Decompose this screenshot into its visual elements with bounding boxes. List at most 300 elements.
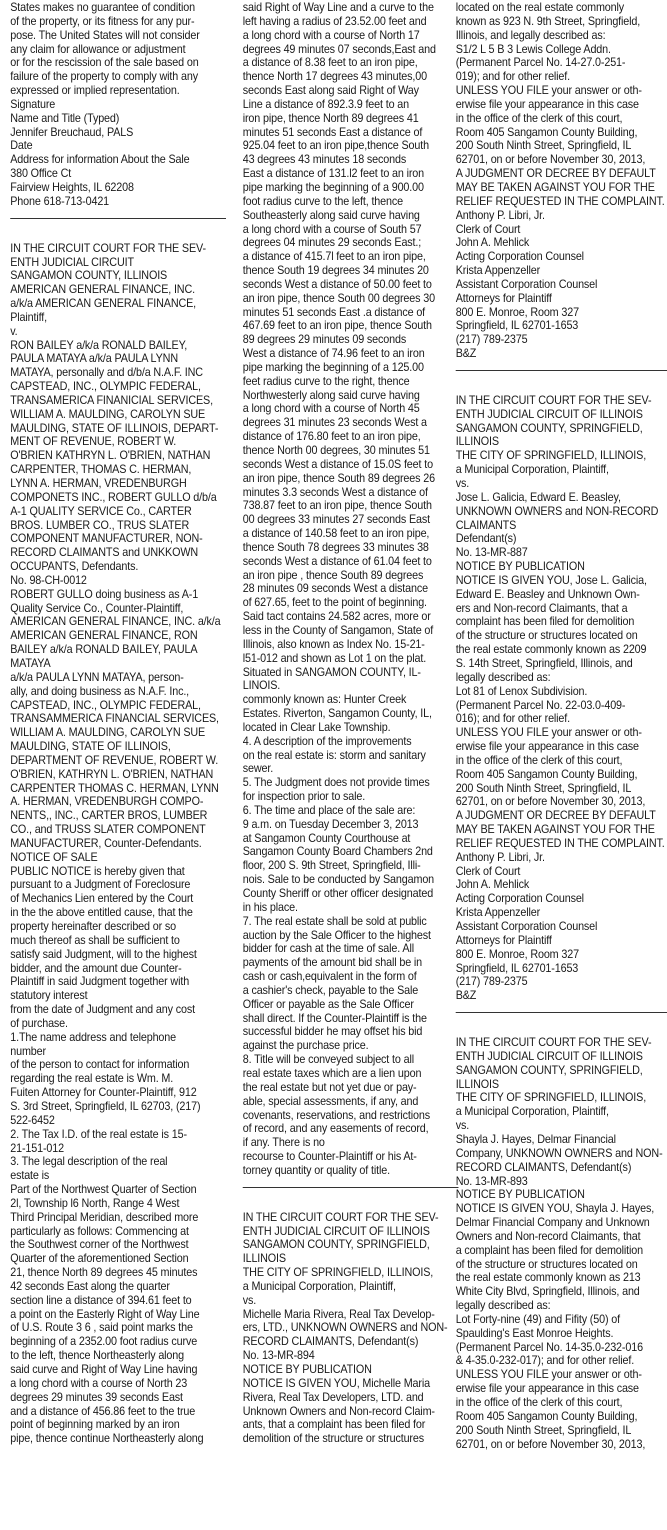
text-line: Said tact contains 24.582 acres, more or [242, 610, 431, 624]
text-line: 380 Office Ct [10, 167, 72, 181]
text-line: IN THE CIRCUIT COURT FOR THE SEV- [455, 1036, 652, 1050]
text-line: Company, UNKNOWN OWNERS and NON- [455, 1146, 663, 1160]
text-line: Krista Appenzeller [455, 906, 541, 920]
text-line: 62701, on or before November 30, 2013, [455, 795, 646, 809]
text-line: MATAYA [10, 656, 51, 670]
text-line: the real estate but not yet due or pay- [242, 1080, 417, 1094]
text-line: O'BRIEN KATHRYN L. O'BRIEN, NATHAN [10, 449, 211, 463]
text-line: failure of the property to comply with any [10, 70, 198, 84]
text-line: a long chord with a course of North 23 [10, 1376, 188, 1390]
text-line: legally described as: [455, 670, 551, 684]
text-line: Attorneys for Plaintiff [455, 933, 552, 947]
text-line: CAPSTEAD, INC., OLYMPIC FEDERAL, [10, 380, 201, 394]
text-line: less in the County of Sangamon, State of [242, 623, 434, 637]
text-line: minutes 3.3 seconds West a distance of [242, 485, 428, 499]
text-line: Illinois, and legally described as: [455, 28, 606, 42]
text-line: S. 14th Street, Springfield, Illinois, and [455, 656, 633, 670]
text-line: Southeasterly along said curve having [242, 208, 420, 222]
text-line: thence North 00 degrees, 30 minutes 51 [242, 444, 430, 457]
text-line: the Southwest corner of the Northwest [10, 1238, 189, 1252]
notice-divider [243, 1187, 459, 1188]
text-line: OCCUPANTS, Defendants. [10, 560, 139, 574]
text-line: Room 405 Sangamon County Building, [455, 125, 638, 139]
text-line: covenants, reservations, and restrictions [242, 1108, 430, 1122]
text-line: payments of the amount bid shall be in [242, 956, 423, 970]
text-line: successful bidder he may offset his bid [242, 1025, 423, 1039]
text-line: erwise file your appearance in this case [455, 97, 639, 111]
text-line: bidder, and the amount due Counter- [10, 961, 182, 975]
text-line: satisfy said Judgment, will to the highest [10, 947, 197, 961]
text-line: Clerk of Court [455, 864, 521, 878]
text-line: 6. The time and place of the sale are: [242, 803, 416, 817]
text-line: Fairview Heights, IL 62208 [10, 180, 134, 194]
text-line: John A. Mehlick [455, 878, 530, 892]
text-line: Clerk of Court [455, 222, 521, 236]
text-line: a complaint has been filed for demolition [455, 1243, 643, 1257]
text-line: ENTH JUDICIAL CIRCUIT [10, 255, 134, 269]
text-line: A. HERMAN, VREDENBURGH COMPO- [10, 795, 204, 809]
text-line: floor, 200 S. 9th Street, Springfield, Illi- [242, 859, 421, 873]
text-line: a Municipal Corporation, Plaintiff, [455, 1105, 609, 1119]
text-line: MATAYA, personally and d/b/a N.A.F. INC [10, 366, 203, 380]
text-line: 2. The Tax I.D. of the real estate is 15- [10, 1127, 187, 1141]
text-line: RECORD CLAIMANTS and UNKKOWN [10, 546, 199, 560]
text-line: particularly as follows: Commencing at [10, 1224, 189, 1238]
text-line: for inspection prior to sale. [242, 790, 366, 804]
text-line: known as 923 N. 9th Street, Springfield, [455, 14, 641, 28]
text-line: Krista Appenzeller [455, 264, 541, 278]
text-line: County Sheriff or other officer designated [242, 887, 434, 900]
text-line: located in Clear Lake Township. [242, 720, 391, 734]
text-line: feet radius curve to the right, thence [242, 374, 410, 388]
text-line: NOTICE IS GIVEN YOU, Michelle Maria [242, 1376, 430, 1390]
text-line: UNLESS YOU FILE your answer or oth- [455, 84, 642, 98]
text-line: ILLINOIS [242, 1252, 286, 1266]
text-line: seconds West a distance of 50.00 feet to [242, 277, 432, 291]
text-line: NOTICE BY PUBLICATION [242, 1363, 372, 1376]
text-line: ally, and doing business as N.A.F. Inc., [10, 684, 190, 698]
text-line: 925.04 feet to an iron pipe,thence South [242, 139, 429, 153]
text-line: Fuiten Attorney for Counter-Plaintiff, 912 [10, 1086, 197, 1100]
text-line: degrees 29 minutes 39 seconds East [10, 1390, 183, 1404]
text-line: minutes 51 seconds East .a distance of [242, 305, 426, 319]
text-line: CARPENTER THOMAS C. HERMAN, LYNN [10, 781, 219, 795]
text-line: ENTH JUDICIAL CIRCUIT OF ILLINOIS [242, 1224, 430, 1238]
text-line: and a distance of 456.86 feet to the true [10, 1404, 196, 1418]
text-line: UNKNOWN OWNERS and NON-RECORD [455, 504, 659, 518]
text-line: Edward E. Beasley and Unknown Own- [455, 587, 640, 601]
text-line: in the office of the clerk of this court, [455, 111, 623, 125]
text-line: 800 E. Monroe, Room 327 [455, 947, 579, 961]
text-line: CLAIMANTS [455, 518, 517, 532]
notice-divider [456, 370, 667, 371]
text-line: thence North 17 degrees 43 minutes,00 [242, 70, 427, 84]
text-line: of Mechanics Lien entered by the Court [10, 892, 194, 906]
text-line: regarding the real estate is Wm. M. [10, 1072, 174, 1086]
text-line: ants, that a complaint has been filed for [242, 1418, 426, 1432]
text-line: distance of 176.80 feet to an iron pipe, [242, 430, 421, 444]
text-line: section line a distance of 394.61 feet to [10, 1293, 192, 1307]
text-line: NENTS,, INC., CARTER BROS, LUMBER [10, 809, 208, 823]
text-line: vs. [242, 1293, 257, 1307]
text-line: CARPENTER, THOMAS C. HERMAN, [10, 463, 192, 477]
text-line: SANGAMON COUNTY, SPRINGFIELD, [455, 421, 643, 435]
text-line: Address for information About the Sale [10, 153, 190, 167]
text-line: Jose L. Galicia, Edward E. Beasley, [455, 490, 621, 504]
text-line: ers and Non-record Claimants, that a [455, 601, 628, 615]
text-line: a long chord with a course of South 57 [242, 222, 422, 236]
notice-divider [456, 1012, 667, 1013]
text-line: Defendant(s) [455, 532, 517, 546]
text-line: 016); and for other relief. [455, 712, 571, 726]
text-line: CO., and TRUSS SLATER COMPONENT [10, 823, 206, 837]
text-line: a Municipal Corporation, Plaintiff, [242, 1279, 396, 1293]
text-line: AMERICAN GENERAL FINANCE, RON [10, 629, 198, 643]
text-line: Quality Service Co., Counter-Plaintiff, [10, 601, 184, 615]
text-line: on the real estate is: storm and sanitary [242, 748, 426, 762]
text-line: Room 405 Sangamon County Building, [455, 1409, 638, 1423]
text-line: RON BAILEY a/k/a RONALD BAILEY, [10, 338, 188, 352]
text-line: UNLESS YOU FILE your answer or oth- [455, 1368, 642, 1382]
text-line: in the office of the clerk of this court, [455, 753, 623, 767]
text-line: Signature [10, 97, 56, 111]
text-line: any claim for allowance or adjustment [10, 42, 186, 56]
text-line: WILLIAM A. MAULDING, CAROLYN SUE [10, 726, 206, 740]
text-line: torney quantity or quality of title. [242, 1163, 390, 1177]
text-line: 62701, on or before November 30, 2013, [455, 153, 646, 167]
text-line: Line a distance of 892.3.9 feet to an [242, 97, 410, 111]
text-line: a/k/a PAULA LYNN MATAYA, person- [10, 670, 184, 684]
text-line: CAPSTEAD, INC., OLYMPIC FEDERAL, [10, 698, 201, 712]
text-line: NOTICE BY PUBLICATION [455, 560, 585, 574]
text-line: of the structure or structures located on [455, 629, 638, 643]
text-line: B&Z [455, 989, 477, 1003]
text-line: 800 E. Monroe, Room 327 [455, 305, 579, 319]
notice-foreclosure-american-general-finance [10, 242, 226, 1446]
text-line: nois. Sale to be conducted by Sangamon [242, 873, 435, 887]
text-line: MAULDING, STATE OF ILLINOIS, DEPART- [10, 421, 219, 435]
text-line: BROS. LUMBER CO., TRUS SLATER [10, 518, 190, 532]
text-line: in his place. [242, 900, 298, 914]
text-line: 00 degrees 33 minutes 27 seconds East [242, 513, 430, 527]
text-line: located on the real estate commonly [455, 1, 625, 14]
text-line: if any. There is no [242, 1136, 325, 1150]
text-line: Jennifer Breuchaud, PALS [10, 125, 134, 139]
text-line: commonly known as: Hunter Creek [242, 693, 407, 707]
text-line: Acting Corporation Counsel [455, 892, 584, 906]
text-line: John A. Mehlick [455, 236, 530, 250]
text-line: (Permanent Parcel No. 14-35.0-232-016 [455, 1340, 643, 1354]
text-line: recourse to Counter-Plaintiff or his At- [242, 1150, 417, 1164]
text-line: pursuant to a Judgment of Foreclosure [10, 878, 191, 892]
text-line: l51-012 and shown as Lot 1 on the plat. [242, 651, 427, 665]
text-line: S1/2 L 5 B 3 Lewis College Addn. [455, 42, 611, 56]
text-line: a cashier's check, payable to the Sale [242, 983, 419, 997]
text-line: MAY BE TAKEN AGAINST YOU FOR THE [455, 823, 655, 837]
text-line: Unknown Owners and Non-record Claim- [242, 1404, 435, 1418]
text-line: seconds East along said Right of Way [242, 84, 419, 98]
text-line: A JUDGMENT OR DECREE BY DEFAULT [455, 167, 656, 181]
text-line: the real estate commonly known as 213 [455, 1271, 641, 1285]
column-2 [243, 1, 459, 1446]
text-line: ILLINOIS [455, 435, 499, 449]
text-line: foot radius curve to the left, thence [242, 194, 403, 208]
text-line: bidder for cash at the time of sale. All [242, 942, 414, 956]
text-line: of U.S. Route 3 6 , said point marks the [10, 1321, 193, 1335]
text-line: shall direct. If the Counter-Plaintiff is the [242, 1011, 427, 1025]
text-line: O'BRIEN, KATHRYN L. O'BRIEN, NATHAN [10, 767, 214, 781]
text-line: A JUDGMENT OR DECREE BY DEFAULT [455, 809, 656, 823]
text-line: SANGAMON COUNTY, SPRINGFIELD, [455, 1063, 643, 1077]
text-line: West a distance of 74.96 feet to an iron [242, 347, 425, 361]
text-line: LINOIS. [242, 679, 281, 693]
text-line: (217) 789-2375 [455, 975, 528, 989]
notice-sale-conditions-tail [10, 1, 226, 209]
notice-divider [10, 218, 226, 219]
text-line: Part of the Northwest Quarter of Section [10, 1183, 197, 1197]
text-line: 200 South Ninth Street, Springfield, IL [455, 139, 632, 153]
text-line: 21, thence North 89 degrees 45 minutes [10, 1266, 198, 1280]
text-line: SANGAMON COUNTY, SPRINGFIELD, [242, 1238, 430, 1252]
text-line: of the property, or its fitness for any pur- [10, 14, 195, 28]
text-line: a Municipal Corporation, Plaintiff, [455, 463, 609, 477]
text-line: the real estate commonly known as 2209 [455, 643, 647, 657]
text-line: RELIEF REQUESTED IN THE COMPLAINT. [455, 836, 665, 850]
text-line: 522-6452 [10, 1113, 55, 1127]
text-line: Anthony P. Libri, Jr. [455, 208, 545, 222]
text-line: number [10, 1044, 46, 1058]
text-line: BAILEY a/k/a RONALD BAILEY, PAULA [10, 643, 198, 657]
text-line: No. 13-MR-894 [242, 1349, 315, 1363]
text-line: seconds West a distance of 61.04 feet to [242, 554, 432, 568]
text-line: PUBLIC NOTICE is hereby given that [10, 864, 185, 878]
text-line: 4. A description of the improvements [242, 734, 412, 748]
text-line: (217) 789-2375 [455, 333, 528, 347]
text-line: Phone 618-713-0421 [10, 194, 110, 208]
text-line: 5. The Judgment does not provide times [242, 776, 430, 790]
text-line: RECORD CLAIMANTS, Defendant(s) [455, 1160, 632, 1174]
text-line: pose. The United States will not consider [10, 28, 200, 42]
text-line: an iron pipe, thence South 00 degrees 30 [242, 291, 435, 305]
text-line: Northwesterly along said curve having [242, 388, 420, 402]
text-line: auction by the Sale Officer to the highest [242, 928, 431, 942]
text-line: erwise file your appearance in this case [455, 1382, 639, 1396]
text-line: 89 degrees 29 minutes 09 seconds [242, 333, 407, 347]
text-line: Sangamon County Board Chambers 2nd [242, 845, 433, 859]
text-line: IN THE CIRCUIT COURT FOR THE SEV- [10, 241, 206, 255]
text-line: No. 98-CH-0012 [10, 573, 87, 587]
text-line: WILLIAM A. MAULDING, CAROLYN SUE [10, 407, 206, 421]
text-line: AMERICAN GENERAL FINANCE, INC. a/k/a [10, 615, 221, 629]
text-line: ILLINOIS [455, 1077, 499, 1091]
text-line: demolition of the structure or structures [242, 1432, 424, 1446]
text-line: MANUFACTURER, Counter-Defendants. [10, 836, 202, 850]
text-line: an iron pipe, thence South 89 degrees 26 [242, 471, 435, 485]
text-line: & 4-35.0-232-017); and for other relief. [455, 1354, 635, 1368]
text-line: 1.The name address and telephone [10, 1030, 177, 1044]
text-line: a distance of 415.7l feet to an iron pipe, [242, 250, 426, 264]
text-line: RECORD CLAIMANTS, Defendant(s) [242, 1335, 419, 1349]
text-line: Estates. Riverton, Sangamon County, IL, [242, 707, 432, 721]
text-line: Officer or payable as the Sale Officer [242, 997, 414, 1011]
text-line: Lot Forty-nine (49) and Fifity (50) of [455, 1312, 620, 1326]
text-line: Delmar Financial Company and Unknown [455, 1216, 650, 1230]
text-line: vs. [455, 477, 470, 490]
text-line: White City Blvd, Springfield, Illinois, and [455, 1285, 640, 1299]
text-line: legally described as: [455, 1299, 551, 1313]
text-line: or for the rescission of the sale based on [10, 56, 199, 70]
text-line: iron pipe, thence North 89 degrees 41 [242, 111, 419, 125]
text-line: RELIEF REQUESTED IN THE COMPLAINT. [455, 194, 665, 208]
text-line: 019); and for other relief. [455, 70, 571, 84]
text-line: said curve and Right of Way Line having [10, 1363, 198, 1376]
text-line: erwise file your appearance in this case [455, 740, 639, 754]
text-line: of the person to contact for information [10, 1058, 190, 1072]
text-line: IN THE CIRCUIT COURT FOR THE SEV- [455, 393, 652, 407]
text-line: (Permanent Parcel No. 14-27.0-251- [455, 56, 626, 70]
text-line: THE CITY OF SPRINGFIELD, ILLINOIS, [455, 1091, 647, 1105]
text-line: AMERICAN GENERAL FINANCE, INC. [10, 283, 195, 297]
text-line: DEPARTMENT OF REVENUE, ROBERT W. [10, 753, 219, 767]
text-line: (Permanent Parcel No. 22-03.0-409- [455, 698, 626, 712]
text-line: No. 13-MR-887 [455, 546, 528, 560]
text-line: PAULA MATAYA a/k/a PAULA LYNN [10, 352, 178, 366]
notice-publication-13-mr-893 [456, 1036, 667, 1451]
text-line: SANGAMON COUNTY, ILLINOIS [10, 269, 168, 283]
text-line: 200 South Ninth Street, Springfield, IL [455, 1423, 632, 1437]
text-line: UNLESS YOU FILE your answer or oth- [455, 726, 642, 740]
notice-publication-13-mr-894-continued [456, 1, 667, 361]
text-line: Illinois, also known as Index No. 15-21- [242, 637, 425, 651]
text-line: Acting Corporation Counsel [455, 250, 584, 264]
notice-publication-13-mr-887 [456, 394, 667, 1003]
text-line: 28 minutes 09 seconds West a distance [242, 582, 428, 596]
text-line: MAY BE TAKEN AGAINST YOU FOR THE [455, 180, 655, 194]
text-line: 42 seconds East along the quarter [10, 1279, 170, 1293]
text-line: East a distance of 131.l2 feet to an iron [242, 167, 425, 181]
text-line: 2l, Township l6 North, Range 4 West [10, 1196, 180, 1210]
text-line: Room 405 Sangamon County Building, [455, 767, 638, 781]
text-line: B&Z [455, 347, 477, 361]
text-line: MENT OF REVENUE, ROBERT W. [10, 435, 177, 449]
text-line: real estate taxes which are a lien upon [242, 1066, 422, 1080]
text-line: an iron pipe , thence South 89 degrees [242, 568, 424, 582]
text-line: a distance of 8.38 feet to an iron pipe, [242, 56, 418, 70]
text-line: degrees 31 minutes 23 seconds West a [242, 416, 427, 430]
text-line: of 627.65, feet to the point of beginning. [242, 596, 427, 610]
text-line: THE CITY OF SPRINGFIELD, ILLINOIS, [455, 449, 647, 463]
text-line: NOTICE IS GIVEN YOU, Jose L. Galicia, [455, 573, 647, 587]
text-line: thence South 78 degrees 33 minutes 38 [242, 540, 429, 554]
text-line: 467.69 feet to an iron pipe, thence South [242, 319, 432, 333]
text-line: point of beginning marked by an iron [10, 1418, 180, 1432]
text-line: in the office of the clerk of this court, [455, 1396, 623, 1409]
text-line: Michelle Maria Rivera, Real Tax Develop- [242, 1307, 435, 1321]
text-line: pipe, thence continue Northeasterly along [10, 1432, 204, 1446]
text-line: COMPONETS INC., ROBERT GULLO d/b/a [10, 490, 217, 504]
text-line: MAULDING, STATE OF ILLINOIS, [10, 740, 171, 754]
text-line: v. [10, 324, 18, 338]
text-line: statutory interest [10, 989, 88, 1003]
text-line: Third Principal Meridian, described more [10, 1210, 199, 1224]
text-line: ROBERT GULLO doing business as A-1 [10, 587, 199, 601]
text-line: a long chord with a course of North 45 [242, 402, 420, 416]
text-line: NOTICE BY PUBLICATION [455, 1188, 585, 1202]
text-line: NOTICE OF SALE [10, 850, 98, 864]
text-line: Spaulding's East Monroe Heights. [455, 1326, 614, 1340]
text-line: a/k/a AMERICAN GENERAL FINANCE, [10, 297, 197, 311]
text-line: TRANSAMERICA FINANICIAL SERVICES, [10, 393, 213, 407]
text-line: a distance of 140.58 feet to an iron pipe, [242, 527, 430, 541]
text-line: seconds West a distance of 15.0S feet to [242, 457, 433, 471]
text-line: No. 13-MR-893 [455, 1174, 528, 1188]
column-3 [456, 1, 667, 1451]
text-line: of purchase. [10, 1016, 68, 1030]
text-line: from the date of Judgment and any cost [10, 1003, 195, 1017]
text-line: pipe marking the beginning of a 900.00 [242, 180, 424, 194]
text-line: Shayla J. Hayes, Delmar Financial [455, 1132, 616, 1146]
text-line: 738.87 feet to an iron pipe, thence South [242, 499, 432, 513]
text-line: complaint has been filed for demolition [455, 615, 635, 629]
text-line: Date [10, 139, 33, 153]
notice-publication-13-mr-894 [243, 1211, 459, 1446]
text-line: left having a radius of 23.52.00 feet and [242, 14, 427, 28]
text-line: 7. The real estate shall be sold at public [242, 914, 427, 928]
text-line: thence South 19 degrees 34 minutes 20 [242, 264, 429, 278]
text-line: much thereof as shall be sufficient to [10, 933, 180, 947]
text-line: Rivera, Real Tax Developers, LTD. and [242, 1390, 424, 1404]
text-line: Quarter of the aforementioned Section [10, 1252, 189, 1266]
text-line: said Right of Way Line and a curve to the [242, 1, 434, 14]
text-line: in the the above entitled cause, that the [10, 906, 193, 920]
text-line: property hereinafter described or so [10, 920, 177, 933]
text-line: Plaintiff, [10, 310, 47, 324]
text-line: Name and Title (Typed) [10, 111, 120, 125]
text-line: to the left, thence Northeasterly along [10, 1349, 185, 1363]
text-line: 200 South Ninth Street, Springfield, IL [455, 781, 632, 795]
text-line: 21-151-012 [10, 1141, 64, 1155]
text-line: S. 3rd Street, Springfield, IL 62703, (217) [10, 1099, 201, 1113]
notice-foreclosure-continued [243, 1, 459, 1178]
text-line: of record, and any easements of record, [242, 1122, 429, 1136]
text-line: a point on the Easterly Right of Way Line [10, 1307, 200, 1321]
text-line: able, special assessments, if any, and [242, 1094, 419, 1108]
text-line: pipe marking the beginning of a 125.00 [242, 360, 424, 374]
column-1 [10, 1, 226, 1446]
text-line: ers, LTD., UNKNOWN OWNERS and NON- [242, 1321, 448, 1335]
text-line: THE CITY OF SPRINGFIELD, ILLINOIS, [242, 1266, 434, 1280]
text-line: NOTICE IS GIVEN YOU, Shayla J. Hayes, [455, 1202, 655, 1216]
text-line: Springfield, IL 62701-1653 [455, 961, 579, 975]
text-line: vs. [455, 1119, 470, 1133]
text-line: COMPONENT MANUFACTURER, NON- [10, 532, 203, 546]
text-line: 8. Title will be conveyed subject to all [242, 1053, 414, 1067]
text-line: sewer. [242, 762, 274, 776]
text-line: estate is [10, 1169, 50, 1183]
text-line: Lot 81 of Lenox Subdivision. [455, 684, 588, 698]
text-line: of the structure or structures located on [455, 1257, 638, 1271]
text-line: Anthony P. Libri, Jr. [455, 850, 545, 864]
text-line: Owners and Non-record Claimants, that [455, 1229, 641, 1243]
text-line: Assistant Corporation Counsel [455, 277, 598, 291]
text-line: 9 a.m. on Tuesday December 3, 2013 [242, 817, 419, 831]
text-line: LYNN A. HERMAN, VREDENBURGH [10, 477, 187, 490]
text-line: 3. The legal description of the real [10, 1155, 168, 1169]
text-line: Assistant Corporation Counsel [455, 920, 598, 933]
text-line: a long chord with a course of North 17 [242, 28, 420, 42]
text-line: cash or cash,equivalent in the form of [242, 970, 417, 984]
text-line: minutes 51 seconds East a distance of [242, 125, 423, 139]
